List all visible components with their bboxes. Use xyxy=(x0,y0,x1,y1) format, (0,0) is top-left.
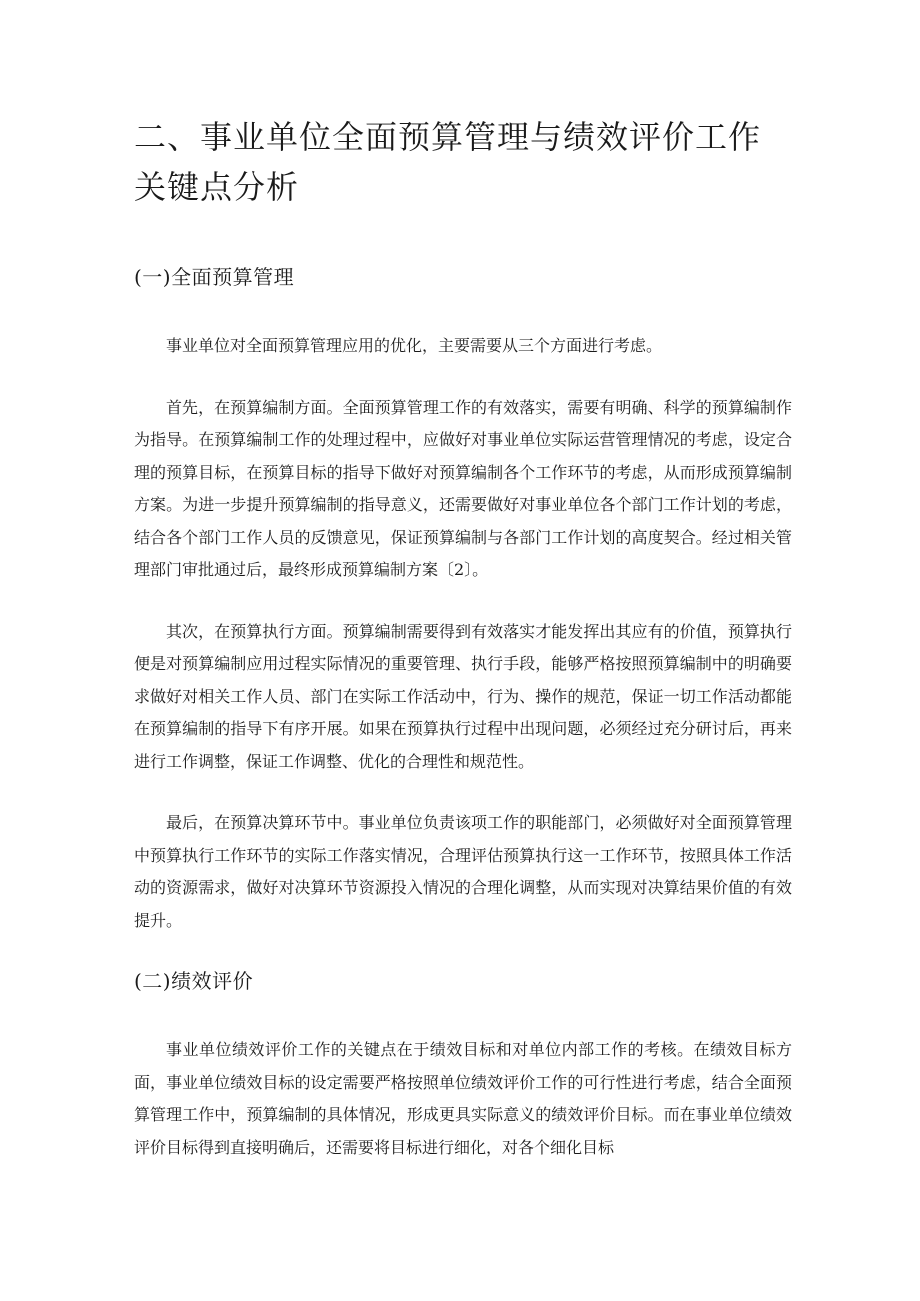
paragraph-budget-execution: 其次，在预算执行方面。预算编制需要得到有效落实才能发挥出其应有的价值，预算执行便是对预算编制应用过程实际情况的重要管理、执行手段，能够严格按照预算编制中的明确要求做好对相关工作人员、部门在实际工作活动中，行为、操作的规范，保证一切工作活动都能在预算编制的指导下有序开展。如果在预算执行过程中出现问题，必须经过充分研讨后，再来进行工作调整，保证工作调整、优化的合理性和规范性。 xyxy=(134,621,792,771)
paragraph-budget-preparation: 首先，在预算编制方面。全面预算管理工作的有效落实，需要有明确、科学的预算编制作为指导。在预算编制工作的处理过程中，应做好对事业单位实际运营管理情况的考虑，设定合理的预算目标，在预算目标的指导下做好对预算编制各个工作环节的考虑，从而形成预算编制方案。为进一步提升预算编制的指导意义，还需要做好对事业单位各个部门工作计划的考虑，结合各个部门工作人员的反馈意见，保证预算编制与各部门工作计划的高度契合。经过相关管理部门审批通过后，最终形成预算编制方案〔2〕。 xyxy=(134,397,792,579)
paragraph-intro: 事业单位对全面预算管理应用的优化，主要需要从三个方面进行考虑。 xyxy=(166,336,663,355)
subsection-title-performance-evaluation: (二)绩效评价 xyxy=(134,969,254,993)
paragraph-final-accounts: 最后，在预算决算环节中。事业单位负责该项工作的职能部门，必须做好对全面预算管理中预算执行工作环节的实际工作落实情况，合理评估预算执行这一工作环节，按照具体工作活动的资源需求，做好对决算环节资源投入情况的合理化调整，从而实现对决算结果价值的有效提升。 xyxy=(134,813,792,930)
section-heading: 二、事业单位全面预算管理与绩效评价工作关键点分析 xyxy=(134,118,762,206)
paragraph-performance-targets: 事业单位绩效评价工作的关键点在于绩效目标和对单位内部工作的考核。在绩效目标方面，事业单位绩效目标的设定需要严格按照单位绩效评价工作的可行性进行考虑，结合全面预算管理工作中，预算编制的具体情况，形成更具实际意义的绩效评价目标。而在事业单位绩效评价目标得到直接明确后，还需要将目标进行细化，对各个细化目标 xyxy=(134,1040,792,1157)
subsection-title-budget-management: (一)全面预算管理 xyxy=(134,265,295,289)
